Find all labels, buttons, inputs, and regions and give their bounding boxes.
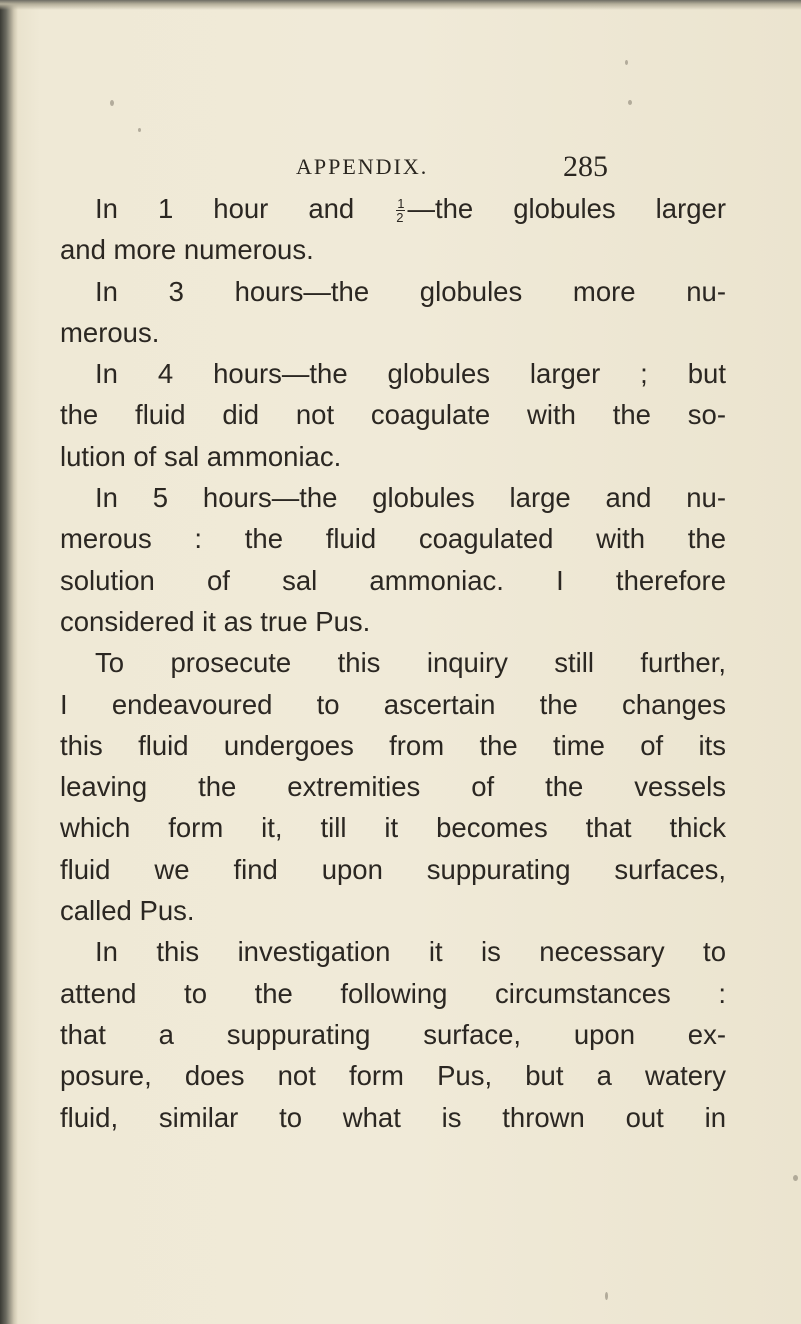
- text-line: considered it as true Pus.: [60, 605, 371, 637]
- text-line: merous.: [60, 316, 160, 348]
- text-line: fluid we find upon suppurating surfaces,: [60, 853, 726, 885]
- text-line: To prosecute this inquiry still further,: [95, 647, 726, 679]
- binding-gutter: [0, 0, 18, 1324]
- text-line: posure, does not form Pus, but a watery: [60, 1060, 726, 1092]
- paper-speck: [110, 100, 114, 106]
- text-line: the fluid did not coagulate with the so-: [60, 399, 726, 431]
- text-line: fluid, similar to what is thrown out in: [60, 1101, 726, 1133]
- page-top-edge: [0, 0, 801, 10]
- text-line: attend to the following circumstances :: [60, 977, 726, 1009]
- fraction-numerator: 1: [397, 196, 405, 212]
- text-line: and more numerous.: [60, 234, 314, 266]
- fraction: [396, 197, 405, 224]
- text-line: I endeavoured to ascertain the changes: [60, 688, 726, 720]
- text-line: solution of sal ammoniac. I therefore: [60, 564, 726, 596]
- text-line: merous : the fluid coagulated with the: [60, 523, 726, 555]
- text-line: which form it, till it becomes that thick: [60, 812, 726, 844]
- paper-speck: [625, 60, 628, 65]
- text-line: lution of sal ammoniac.: [60, 440, 342, 472]
- paper-speck: [628, 100, 632, 105]
- paper-speck: [793, 1175, 798, 1181]
- paper-speck: [138, 128, 141, 132]
- fraction-denominator: 2: [396, 210, 404, 226]
- text-line: that a suppurating surface, upon ex-: [60, 1018, 726, 1050]
- text-line: [60, 188, 726, 229]
- text-line: this fluid undergoes from the time of its: [60, 729, 726, 761]
- text-line: In 4 hours—the globules larger ; but: [95, 358, 726, 390]
- text-line-content: In 1 hour and: [95, 193, 395, 224]
- text-line: In 3 hours—the globules more nu-: [95, 275, 726, 307]
- paper-speck: [605, 1292, 608, 1300]
- text-line: In 5 hours—the globules large and nu-: [95, 482, 726, 514]
- running-head: APPENDIX.: [296, 154, 429, 179]
- body-text: [60, 188, 726, 1138]
- text-line: In this investigation it is necessary to: [95, 936, 726, 968]
- text-line: called Pus.: [60, 895, 195, 927]
- text-line-content: —the globules larger: [407, 193, 726, 224]
- text-line: leaving the extremities of the vessels: [60, 771, 726, 803]
- page-number: 285: [563, 150, 608, 183]
- page-header: [296, 152, 636, 188]
